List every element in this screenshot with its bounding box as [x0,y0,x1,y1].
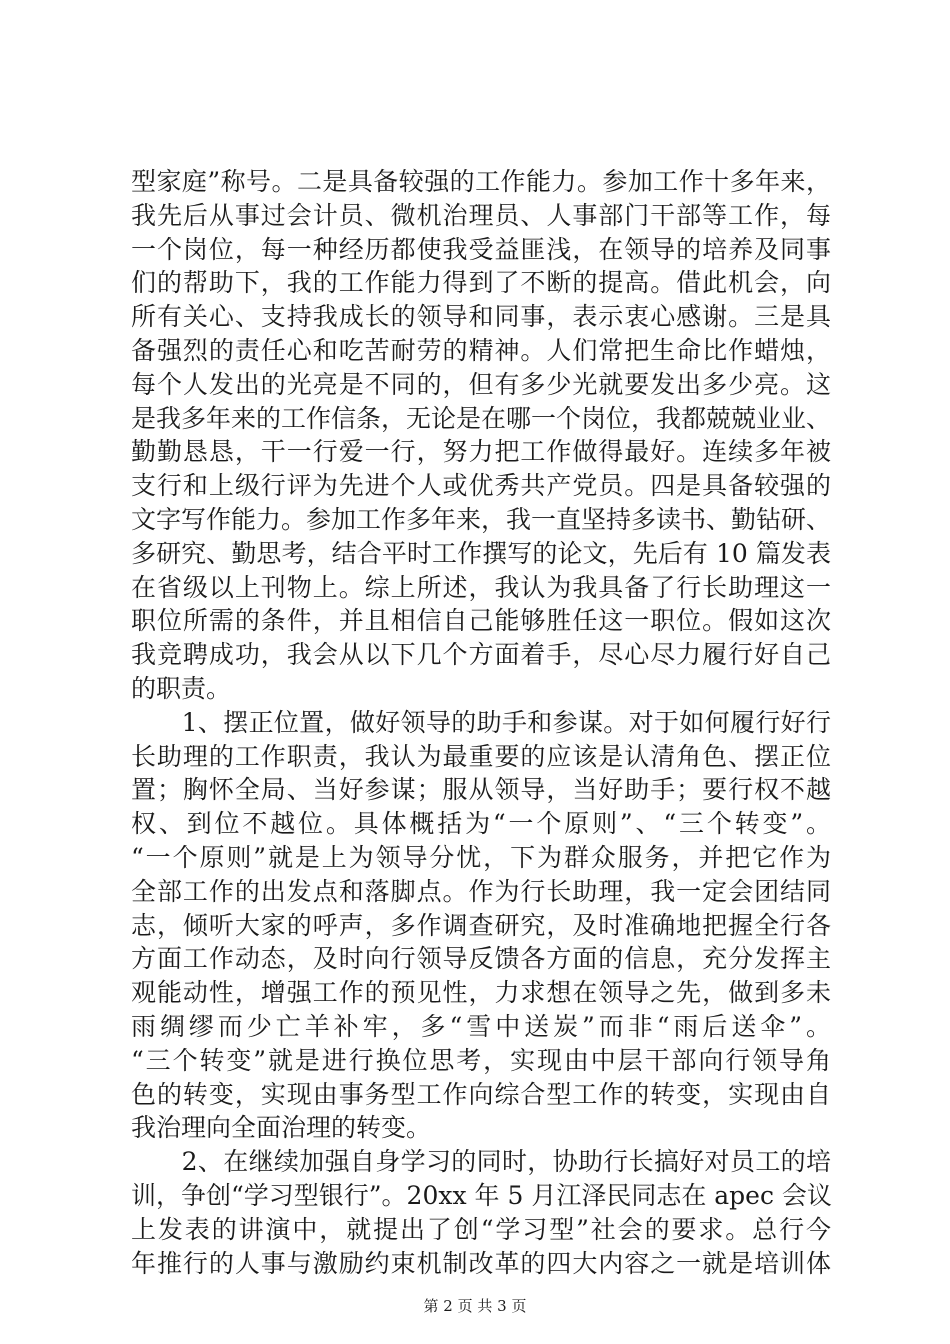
text-line: 我治理向全面治理的转变。 [131,1113,432,1143]
text-line: 所有关心、支持我成长的领导和同事，表示衷心感谢。三是具 [131,302,831,332]
text-line: 我竞聘成功，我会从以下几个方面着手，尽心尽力履行好自己 [131,640,831,670]
text-line: 备强烈的责任心和吃苦耐劳的精神。人们常把生命比作蜡烛， [131,335,831,365]
text-line: 置；胸怀全局、当好参谋；服从领导，当好助手；要行权不越 [131,775,831,805]
text-line: 每个人发出的光亮是不同的，但有多少光就要发出多少亮。这 [131,369,831,399]
text-line: 职位所需的条件，并且相信自己能够胜任这一职位。假如这次 [131,606,831,636]
text-line: 在省级以上刊物上。综上所述，我认为我具备了行长助理这一 [131,572,831,602]
text-line: 观能动性，增强工作的预见性，力求想在领导之先，做到多未 [131,978,831,1008]
text-line: 勤勤恳恳，干一行爱一行，努力把工作做得最好。连续多年被 [131,437,831,467]
body-text [131,165,831,1280]
text-line: 全部工作的出发点和落脚点。作为行长助理，我一定会团结同 [131,876,831,906]
text-line: 2、在继续加强自身学习的同时，协助行长搞好对员工的培 [131,1147,831,1177]
text-line: 上发表的讲演中，就提出了创“学习型”社会的要求。总行今 [131,1214,831,1244]
text-line: 型家庭”称号。二是具备较强的工作能力。参加工作十多年来， [131,167,831,196]
text-line: 我先后从事过会计员、微机治理员、人事部门干部等工作，每 [131,200,831,230]
text-line: 年推行的人事与激励约束机制改革的四大内容之一就是培训体 [131,1248,831,1278]
text-line: 的职责。 [131,673,232,703]
text-line: 训，争创“学习型银行”。20xx 年 5 月江泽民同志在 apec 会议 [131,1180,832,1210]
text-line: 长助理的工作职责，我认为最重要的应该是认清角色、摆正位 [131,741,831,771]
text-line: “三个转变”就是进行换位思考，实现由中层干部向行领导角 [131,1045,831,1075]
text-line: 文字写作能力。参加工作多年来，我一直坚持多读书、勤钻研、 [131,504,832,534]
page-footer: 第 2 页 共 3 页 [423,1297,527,1315]
text-line: 1、摆正位置，做好领导的助手和参谋。对于如何履行好行 [131,707,831,737]
text-line: 雨绸缪而少亡羊补牢，多“雪中送炭”而非“雨后送伞”。 [131,1011,831,1041]
text-line: 权、到位不越位。具体概括为“一个原则”、“三个转变”。 [131,809,831,839]
text-line: 们的帮助下，我的工作能力得到了不断的提高。借此机会，向 [131,268,831,298]
text-line: 方面工作动态，及时向行领导反馈各方面的信息，充分发挥主 [131,944,831,974]
text-line: 支行和上级行评为先进个人或优秀共产党员。四是具备较强的 [131,471,831,501]
text-line: 多研究、勤思考，结合平时工作撰写的论文，先后有 10 篇发表 [131,538,831,568]
text-line: “一个原则”就是上为领导分忧，下为群众服务，并把它作为 [131,842,831,872]
text-line: 志，倾听大家的呼声，多作调查研究，及时准确地把握全行各 [131,910,831,940]
text-line: 一个岗位，每一种经历都使我受益匪浅，在领导的培养及同事 [131,234,831,264]
text-line: 是我多年来的工作信条，无论是在哪一个岗位，我都兢兢业业、 [131,403,832,433]
text-line: 色的转变，实现由事务型工作向综合型工作的转变，实现由自 [131,1079,831,1109]
